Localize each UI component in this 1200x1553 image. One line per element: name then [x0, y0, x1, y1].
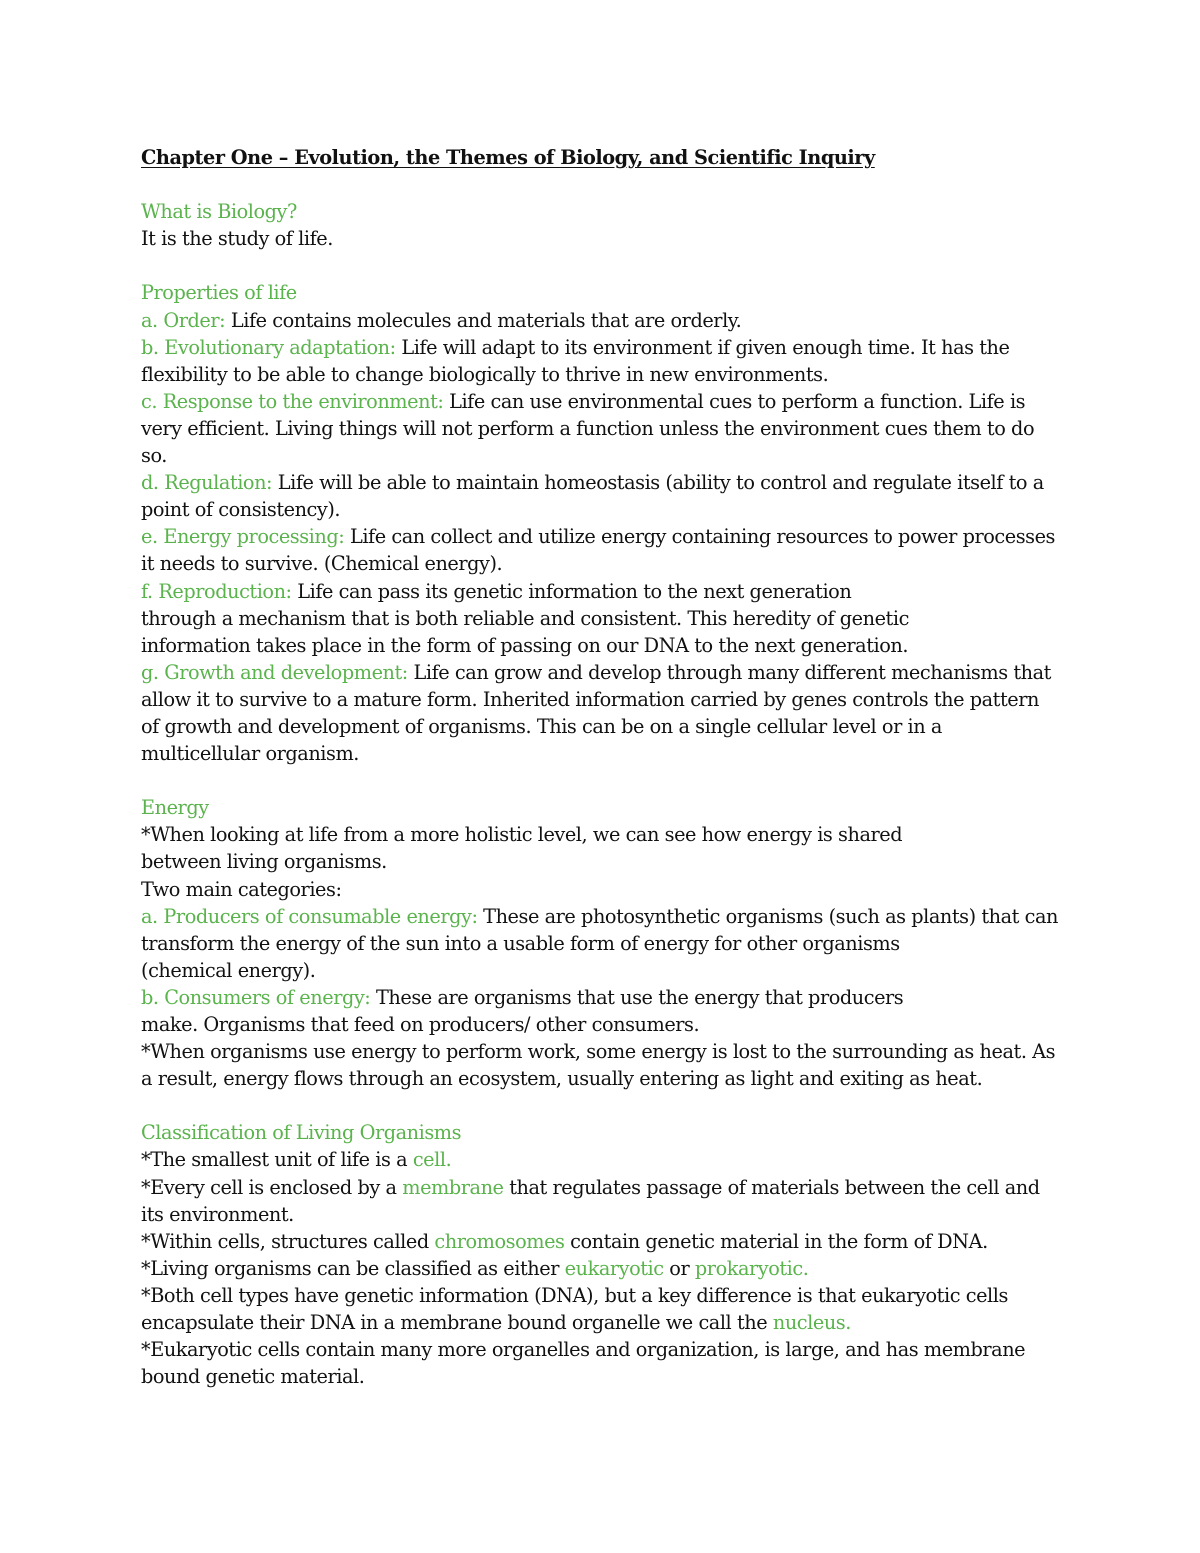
- paragraph-line: *Both cell types have genetic information (DNA), but a key difference is that eukaryotic cells: [141, 1283, 1008, 1307]
- spacer: [141, 1092, 1071, 1119]
- paragraph-line: *When organisms use energy to perform work, some energy is lost to the surrounding as heat. As: [141, 1040, 1056, 1064]
- paragraph-line: [141, 1309, 1071, 1336]
- property-response-to-environment: [141, 388, 1071, 415]
- paragraph-line: It is the study of life.: [141, 227, 333, 251]
- term: f. Reproduction:: [141, 579, 292, 603]
- text: that regulates passage of materials between the cell and: [503, 1175, 1040, 1199]
- paragraph-line: [141, 1255, 1071, 1282]
- definition: Life can use environmental cues to perform a function. Life is: [443, 389, 1026, 413]
- chapter-title: Chapter One – Evolution, the Themes of Biology, and Scientific Inquiry: [141, 146, 875, 169]
- term: cell.: [412, 1148, 452, 1172]
- property-order: [141, 307, 1071, 334]
- paragraph-line: [141, 1174, 1071, 1201]
- term: c. Response to the environment:: [141, 389, 444, 413]
- paragraph-line: between living organisms.: [141, 850, 387, 874]
- paragraph-line: make. Organisms that feed on producers/ other consumers.: [141, 1013, 700, 1036]
- paragraph-line: so.: [141, 444, 167, 468]
- definition: Life contains molecules and materials that are orderly.: [225, 308, 742, 332]
- paragraph-line: [141, 1146, 1071, 1173]
- spacer: [141, 767, 1071, 794]
- paragraph-line: *When looking at life from a more holistic level, we can see how energy is shared: [141, 823, 903, 847]
- paragraph-line: multicellular organism.: [141, 742, 359, 766]
- term: prokaryotic.: [694, 1256, 809, 1280]
- paragraph-line: its environment.: [141, 1202, 294, 1226]
- paragraph-line: bound genetic material.: [141, 1365, 365, 1389]
- text: or: [663, 1256, 695, 1280]
- paragraph-line: [141, 1228, 1071, 1255]
- section-heading-properties-of-life: Properties of life: [141, 281, 297, 305]
- property-energy-processing: [141, 523, 1071, 550]
- text: *Living organisms can be classified as either: [141, 1256, 565, 1280]
- paragraph-line: information takes place in the form of passing on our DNA to the next generation.: [141, 633, 909, 657]
- term: membrane: [402, 1175, 504, 1199]
- paragraph-line: point of consistency).: [141, 498, 341, 522]
- property-evolutionary-adaptation: [141, 334, 1071, 361]
- term: d. Regulation:: [141, 471, 273, 495]
- term: chromosomes: [434, 1229, 565, 1253]
- definition: These are organisms that use the energy that producers: [370, 985, 904, 1009]
- paragraph-line: very efficient. Living things will not perform a function unless the environment cues them to do: [141, 416, 1035, 440]
- paragraph-line: a result, energy flows through an ecosystem, usually entering as light and exiting as heat.: [141, 1067, 983, 1091]
- term: a. Producers of consumable energy:: [141, 904, 478, 928]
- section-heading-what-is-biology: What is Biology?: [141, 200, 297, 224]
- paragraph-line: transform the energy of the sun into a usable form of energy for other organisms: [141, 931, 900, 955]
- paragraph-line: flexibility to be able to change biologically to thrive in new environments.: [141, 362, 829, 386]
- text: contain genetic material in the form of DNA.: [564, 1229, 988, 1253]
- paragraph-line: allow it to survive to a mature form. Inherited information carried by genes controls the pattern: [141, 687, 1039, 711]
- definition: These are photosynthetic organisms (such as plants) that can: [477, 904, 1059, 928]
- definition: Life can pass its genetic information to the next generation: [291, 579, 852, 603]
- paragraph-line: of growth and development of organisms. This can be on a single cellular level or in a: [141, 714, 942, 738]
- text: *Within cells, structures called: [141, 1229, 435, 1253]
- property-regulation: [141, 469, 1071, 496]
- term: eukaryotic: [564, 1256, 664, 1280]
- paragraph-line: (chemical energy).: [141, 958, 316, 982]
- term: g. Growth and development:: [141, 660, 408, 684]
- paragraph-line: *Eukaryotic cells contain many more organelles and organization, is large, and has membrane: [141, 1338, 1026, 1362]
- section-heading-energy: Energy: [141, 796, 209, 820]
- definition: Life can grow and develop through many different mechanisms that: [407, 660, 1051, 684]
- text: *The smallest unit of life is a: [141, 1148, 413, 1172]
- term: b. Evolutionary adaptation:: [141, 335, 396, 359]
- property-growth-and-development: [141, 659, 1071, 686]
- text: encapsulate their DNA in a membrane bound organelle we call the: [141, 1311, 773, 1335]
- energy-consumers: [141, 984, 1071, 1011]
- property-reproduction: [141, 578, 1071, 605]
- term: e. Energy processing:: [141, 525, 345, 549]
- paragraph-line: it needs to survive. (Chemical energy).: [141, 552, 503, 576]
- term: a. Order:: [141, 308, 226, 332]
- spacer: [141, 252, 1071, 279]
- term: b. Consumers of energy:: [141, 985, 371, 1009]
- definition: Life will be able to maintain homeostasis (ability to control and regulate itself to a: [272, 471, 1044, 495]
- definition: Life can collect and utilize energy containing resources to power processes: [344, 525, 1055, 549]
- definition: Life will adapt to its environment if given enough time. It has the: [395, 335, 1010, 359]
- spacer: [141, 171, 1071, 198]
- paragraph-line: Two main categories:: [141, 877, 342, 901]
- document-page: [141, 144, 1071, 1390]
- paragraph-line: through a mechanism that is both reliable and consistent. This heredity of genetic: [141, 606, 909, 630]
- text: *Every cell is enclosed by a: [141, 1175, 403, 1199]
- section-heading-classification: Classification of Living Organisms: [141, 1121, 462, 1145]
- energy-producers: [141, 903, 1071, 930]
- term: nucleus.: [772, 1311, 851, 1335]
